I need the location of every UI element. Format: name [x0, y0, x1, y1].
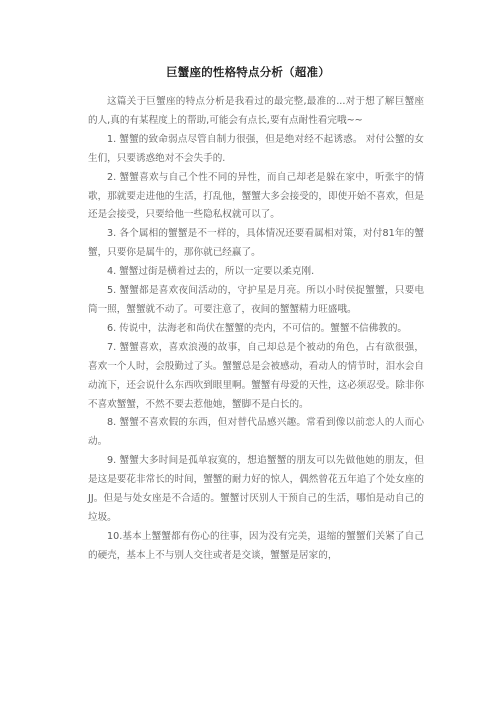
- paragraph-8: 8. 蟹蟹不喜欢假的东西，但对替代品感兴趣。常看到像以前恋人的人而心动。: [88, 417, 424, 448]
- intro-paragraph: 这篇关于巨蟹座的特点分析是我看过的最完整,最准的...对于想了解巨蟹座的人,真的有某程度上的帮助,可能会有点长,要有点耐性看完哦~~: [88, 96, 424, 126]
- paragraph-7: 7. 蟹蟹喜欢，喜欢浪漫的故事，自己却总是个被动的角色，占有欲很强，喜欢一个人时，会殷勤过了头。蟹蟹总是会被感动，看动人的情节时，泪水会自动流下，还会说什么东西吹到眼里啊。蟹蟹有母爱的天性，这必须忍受。除非你不喜欢蟹蟹，不然不要去惹他她，蟹脚不是白长的。: [88, 341, 424, 410]
- paragraph-3: 3. 各个属相的蟹蟹是不一样的，具体情况还要看属相对策，对付81年的蟹蟹，只要你是属牛的，那你就已经赢了。: [88, 228, 424, 259]
- paragraph-6: 6. 传说中，法海老和尚伏在蟹蟹的壳内，不可信的。蟹蟹不信佛教的。: [107, 322, 408, 334]
- paragraph-1: 1. 蟹蟹的致命弱点尽管自制力很强，但是绝对经不起诱惑。 对付公蟹的女生们，只要诱惑绝对不会失手的.: [88, 133, 424, 164]
- document-title: 巨蟹座的性格特点分析（超准）: [166, 65, 330, 79]
- paragraph-9: 9. 蟹蟹大多时间是孤单寂寞的，想追蟹蟹的朋友可以先做他她的朋友，但是这是要花非常长的时间，蟹蟹的耐力好的惊人，偶然曾花五年追了个处女座的 JJ。但是与处女座是不合适的。蟹蟹讨厌别人干预自己的生活，哪怕是动自己的垃圾。: [88, 455, 424, 523]
- paragraph-5: 5. 蟹蟹都是喜欢夜间活动的，守护星是月亮。所以小时侯捉蟹蟹，只要电筒一照，蟹蟹就不动了。可要注意了，夜间的蟹蟹精力旺盛哦。: [88, 285, 424, 315]
- paragraph-10: 10.基本上蟹蟹都有伤心的往事，因为没有完美，退缩的蟹蟹们关紧了自己的硬壳，基本上不与别人交往或者是交谈，蟹蟹是居家的，: [88, 530, 424, 561]
- paragraph-2: 2. 蟹蟹喜欢与自己个性不同的异性，而自己却老是躲在家中，听张宇的情歌，那就要走进他的生活，打乱他，蟹蟹大多会接受的，即使开始不喜欢，但是还是会接受，只要给他一些隐私权就可以了。: [88, 171, 424, 221]
- paragraph-4: 4. 蟹蟹过街是横着过去的，所以一定要以柔克刚.: [107, 266, 315, 278]
- document-body: [88, 93, 424, 566]
